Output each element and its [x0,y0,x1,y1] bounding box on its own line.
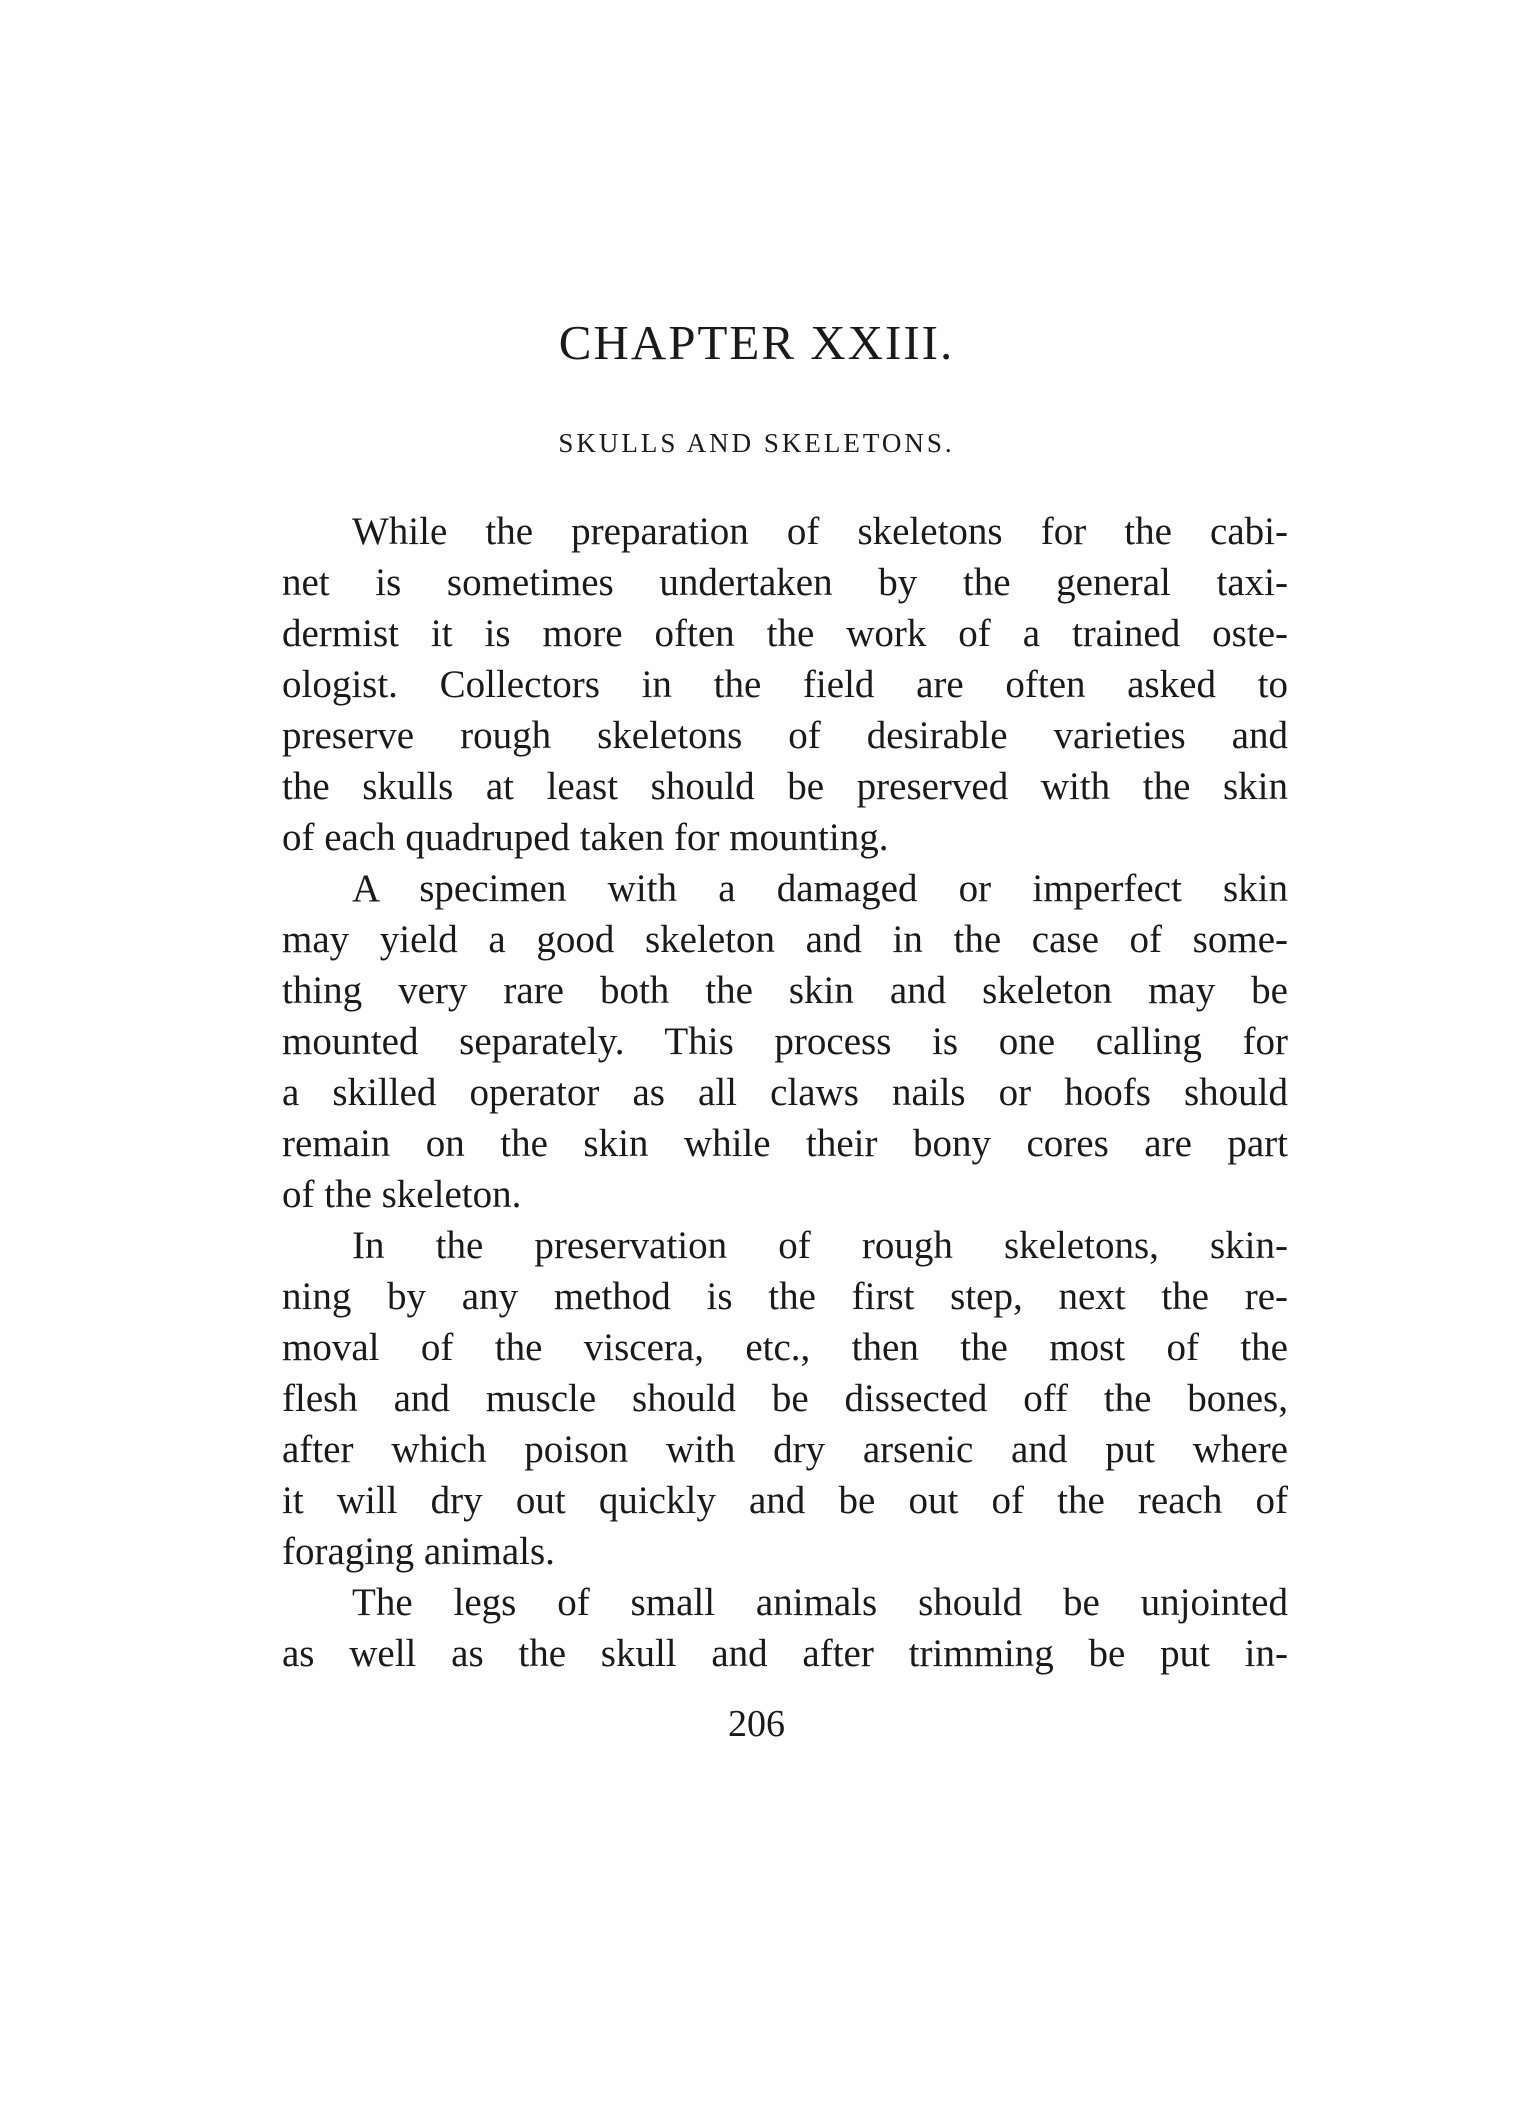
chapter-title: CHAPTER XXIII. [558,315,955,370]
text-line: foraging animals. [282,1530,555,1573]
text-line: The legs of small animals should be unjointed [352,1581,1288,1624]
text-line: ologist. Collectors in the field are often asked to [282,663,1288,706]
text-line: moval of the viscera, etc., then the most of the [282,1326,1288,1369]
text-line: mounted separately. This process is one calling for [282,1020,1288,1063]
text-line: of each quadruped taken for mounting. [282,816,889,859]
text-line: While the preparation of skeletons for the cabi- [352,510,1288,553]
text-line: the skulls at least should be preserved with the skin [282,765,1288,808]
body-text [282,506,1288,1679]
text-line: In the preservation of rough skeletons, skin- [352,1224,1288,1267]
text-line: it will dry out quickly and be out of the reach of [282,1479,1288,1522]
text-line: flesh and muscle should be dissected off the bones, [282,1377,1288,1420]
text-line: a skilled operator as all claws nails or hoofs should [282,1071,1288,1114]
text-line: thing very rare both the skin and skeleton may be [282,969,1288,1012]
text-line: may yield a good skeleton and in the case of some- [282,918,1288,961]
text-line: as well as the skull and after trimming be put in- [282,1632,1288,1675]
text-line: preserve rough skeletons of desirable varieties and [282,714,1288,757]
text-line: A specimen with a damaged or imperfect skin [352,867,1288,910]
text-line: dermist it is more often the work of a trained oste- [282,612,1288,655]
text-line: of the skeleton. [282,1173,522,1216]
text-line: ning by any method is the first step, next the re- [282,1275,1288,1318]
page-number: 206 [728,1703,785,1745]
text-line: net is sometimes undertaken by the general taxi- [282,561,1288,604]
text-line: after which poison with dry arsenic and put where [282,1428,1288,1471]
text-line: remain on the skin while their bony cores are part [282,1122,1288,1165]
section-title: SKULLS AND SKELETONS. [558,428,955,458]
